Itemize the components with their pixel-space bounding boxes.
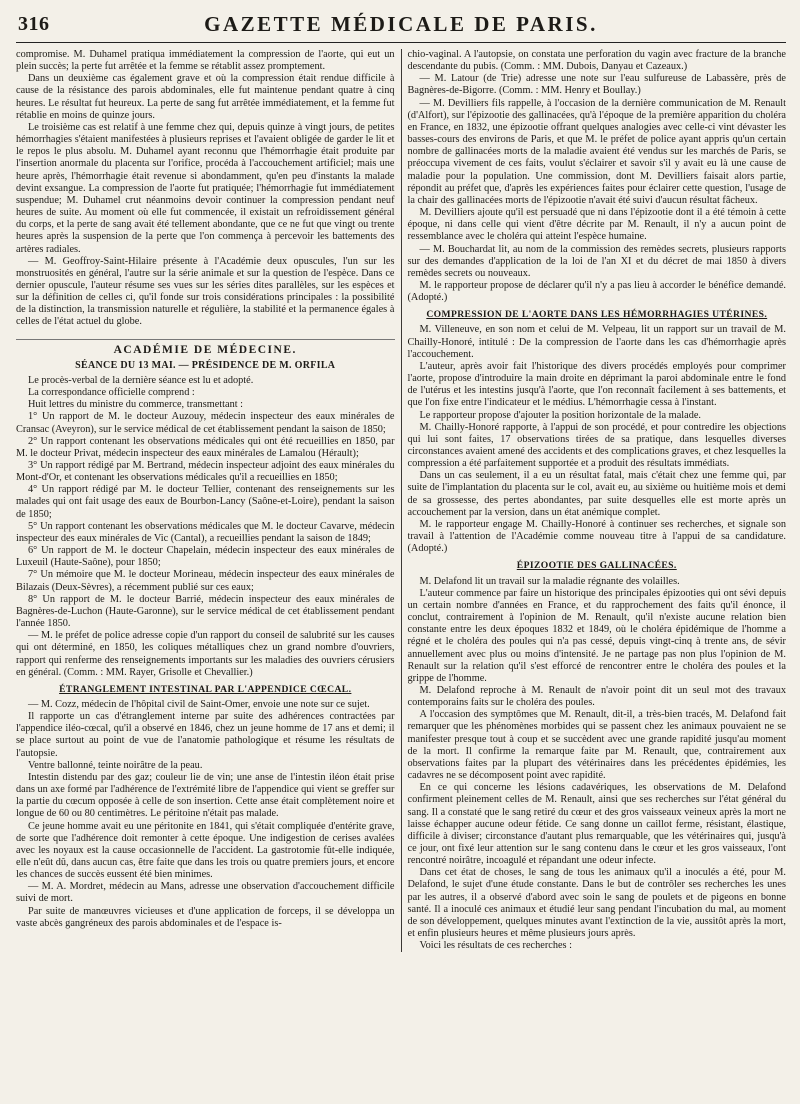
journal-title: GAZETTE MÉDICALE DE PARIS. bbox=[204, 12, 598, 36]
paragraph: — M. Devilliers fils rappelle, à l'occasion de la dernière communication de M. Renault (d'Alfort), sur l'épizootie des gallinacées, qu'à l'époque de la première apparition du choléra en France, en 1832, une épizootie offrant quelques analogies avec celle-ci vint dévaster les basses-cours des environs de Paris, et que M. le préfet de police ayant appris qu'un certain nombre de gallinacées morts de la maladie avaient été vendus sur les marchés de Paris, se préoccupa vivement de ces faits, voulut s'éclairer et savoir s'il y avait eu là une cause de maladie pour la population. Une commission, dont M. Devilliers faisait alors partie, répondit au préfet que, d'après les expériences faites pour éclairer cette question, l'usage de la chair des gallinacées morts de l'épizootie n'avait été suivi d'aucun résultat fâcheux. bbox=[407, 97, 786, 206]
paragraph: L'auteur, après avoir fait l'historique des divers procédés employés pour comprimer l'aorte, propose d'introduire la main droite en déprimant la paroi abdominale entre le fond de l'utérus et les intestins jusqu'à l'aorte, que l'on reconnaît facilement à ses battements, et que l'on fixe entre l'indicateur et le médius. L'hémorrhagie cessa à l'instant. bbox=[407, 360, 786, 409]
article-columns bbox=[16, 49, 786, 952]
paragraph: M. le rapporteur engage M. Chailly-Honoré à continuer ses recherches, et signale son travail à l'attention de l'Académie comme nouveau titre à l'appui de sa candidature. (Adopté.) bbox=[407, 518, 786, 555]
paragraph: — M. Bouchardat lit, au nom de la commission des remèdes secrets, plusieurs rapports sur des demandes d'application de la loi de l'an XI et du décret de mai 1850 à divers remèdes secrets ou nouveaux. bbox=[407, 243, 786, 279]
paragraph: Dans un deuxième cas également grave et où la compression était rendue difficile à cause de la résistance des parois abdominales, elle fut maintenue pendant quatre à cinq heures. Le résultat fut heureux. La perte de sang fut arrêtée immédiatement, et la femme fut rétablie en moins de quinze jours. bbox=[16, 73, 395, 121]
paragraph: Voici les résultats de ces recherches : bbox=[419, 940, 572, 952]
paragraph: M. Devilliers ajoute qu'il est persuadé que ni dans l'épizootie dont il a été témoin à cette époque, ni dans celle qui vient d'être décrite par M. Renault, il n'y a aucun point de ressemblance avec le choléra qui atteint l'espèce humaine. bbox=[407, 207, 786, 243]
subsection-heading: ÉPIZOOTIE DES GALLINACÉES. bbox=[516, 560, 677, 572]
list-item: 3° Un rapport rédigé par M. Bertrand, médecin inspecteur adjoint des eaux minérales du Mont-d'Or, et contenant les observations médicales qu'il a recueillies en 1850; bbox=[16, 460, 395, 484]
paragraph: M. Villeneuve, en son nom et celui de M. Velpeau, lit un rapport sur un travail de M. Chailly-Honoré, intitulé : De la compression de l'aorte dans les cas d'hémorrhagie après l'accouchement. bbox=[407, 324, 786, 360]
paragraph: M. Delafond reproche à M. Renault de n'avoir point dit un seul mot des travaux contemporains faits sur le choléra des poules. bbox=[407, 684, 786, 709]
page-number: 316 bbox=[18, 13, 50, 35]
list-item: 5° Un rapport contenant les observations médicales que M. le docteur Cavarve, médecin inspecteur des eaux minérales de Vic (Cantal), a recueillies pendant la saison de 1849; bbox=[16, 520, 395, 544]
right-column bbox=[408, 49, 787, 952]
paragraph: — M. Latour (de Trie) adresse une note sur l'eau sulfureuse de Labassère, près de Bagnères-de-Bigorre. (Comm. : MM. Henry et Boullay.) bbox=[407, 73, 786, 97]
subsection-heading: COMPRESSION DE L'AORTE DANS LES HÉMORRHAGIES UTÉRINES. bbox=[426, 309, 768, 321]
session-heading: SÉANCE DU 13 MAI. — PRÉSIDENCE DE M. ORFILA bbox=[75, 359, 336, 371]
list-item: 7° Un mémoire que M. le docteur Morineau, médecin inspecteur des eaux minérales de Bilazais (Deux-Sèvres), a récemment publié sur ces eaux; bbox=[16, 569, 395, 593]
paragraph: A l'occasion des symptômes que M. Renault, dit-il, a très-bien tracés, M. Delafond fait remarquer que les phénomènes morbides qui se passent chez les animaux pouvaient ne se manifester presque tout à coup et se succèdent avec une grande rapidité jusqu'au moment de la mort. Il confirme la remarque faite par M. Renault, que, contrairement aux observations faites par la plupart des vétérinaires dans les précédentes épidémies, les cadavres ne se décomposent point avec rapidité. bbox=[407, 709, 786, 782]
paragraph: M. Chailly-Honoré rapporte, à l'appui de son procédé, et pour contredire les objections qui lui sont faites, 17 observations tirées de sa pratique, dans lesquelles diverses circonstances avaient amené des accidents et des complications graves, et chez lesquelles la compression a été parfaitement supportée et a produit des résultats immédiats. bbox=[407, 421, 786, 470]
paragraph: Ce jeune homme avait eu une péritonite en 1841, qui s'était compliquée d'entérite grave, de sorte que l'adhérence doit remonter à cette époque. Une indigestion de cerises avalées avec les noyaux est la cause occasionnelle de l'accident. La gastrotomie fût-elle indiquée, elle n'eût dû, dans aucun cas, être faite que dans les trois ou quatre premiers jours, et encore les chances de succès eussent été bien minimes. bbox=[16, 820, 395, 881]
paragraph: Le procès-verbal de la dernière séance est lu et adopté. bbox=[28, 374, 254, 386]
paragraph: chio-vaginal. A l'autopsie, on constata une perforation du vagin avec fracture de la branche descendante du pubis. (Comm. : MM. Dubois, Danyau et Cazeaux.) bbox=[407, 49, 786, 73]
paragraph: L'auteur commence par faire un historique des principales épizooties qui ont sévi depuis un certain nombre d'années en France, et du rapprochement des faits qu'il énonce, il conclut, contrairement à l'opinion de M. Renault, qu'il n'existe aucune relation bien constante entre les deux époques 1832 et 1849, où le choléra épidémique de l'homme a régné et le choléra des poules qui n'a pas cessé, depuis vingt-cinq à trente ans, de sévir annuellement avec plus ou moins d'intensité. Je ne partage pas non plus l'opinion de M. Renault sur la relation qu'il s'est efforcé de rencontrer entre le choléra des poules et la grippe de l'homme. bbox=[407, 587, 786, 684]
paragraph: Dans cet état de choses, le sang de tous les animaux qu'il a inoculés a été, pour M. Delafond, le sujet d'une étude constante. Dans le but de contrôler ses recherches les unes par les autres, il a observé d'abord avec soin le sang de poulets et de pigeons en bonne santé. Il a inoculé ces animaux et étudié leur sang pendant l'incubation du mal, au moment de son développement, quelques minutes avant l'extinction de la vie, aussitôt après la mort, et enfin plusieurs heures et même plusieurs jours après. bbox=[407, 867, 786, 940]
paragraph: La correspondance officielle comprend : bbox=[28, 387, 195, 399]
paragraph: M. le rapporteur propose de déclarer qu'il n'y a pas lieu à accorder le bénéfice demandé. (Adopté.) bbox=[407, 279, 786, 304]
paragraph: Par suite de manœuvres vicieuses et d'une application de forceps, il se développa un vaste abcès gangréneux des parois abdominales et de l'espace is- bbox=[16, 905, 395, 929]
paragraph: Huit lettres du ministre du commerce, transmettant : bbox=[28, 399, 244, 411]
list-item: 2° Un rapport contenant les observations médicales qui ont été recueillies en 1850, par M. le docteur Privat, médecin inspecteur des eaux minérales de Lamalou (Hérault); bbox=[16, 435, 395, 459]
paragraph: Le troisième cas est relatif à une femme chez qui, depuis quinze à vingt jours, de petites hémorrhagies s'étaient manifestées à plusieurs reprises et l'avaient obligée de garder le lit et le repos le plus absolu. M. Duhamel ayant reconnu que l'hémorrhagie était produite par l'insertion anormale du placenta sur l'orifice, procéda à l'accouchement artificiel; mais une heure après, l'hémorrhagie était revenue si abondamment, qu'en peu d'instants la malade devint exsangue. La compression de l'aorte fut pratiquée; l'hémorrhagie fut immédiatement suspendue; M. Duhamel crut néanmoins devoir continuer la compression pendant neuf heures de suite. Au moment où elle fut commencée, il existait un refroidissement général du corps, et la perte de sang avait été tellement abondante, que ce ne fut que vingt ou trente heures après la suspension de la perte que l'on commença à percevoir les battements des artères radiales. bbox=[16, 121, 395, 255]
paragraph: Le rapporteur propose d'ajouter la position horizontale de la malade. bbox=[419, 409, 701, 421]
left-column bbox=[16, 49, 395, 952]
paragraph: — M. Cozz, médecin de l'hôpital civil de Saint-Omer, envoie une note sur ce sujet. bbox=[28, 698, 370, 710]
paragraph: — M. Geoffroy-Saint-Hilaire présente à l'Académie deux opuscules, l'un sur les monstruosités en général, l'autre sur la série animale et sur la question de l'espèce. Dans ce dernier opuscule, l'auteur résume ses vues sur les séries dites parallèles, sur les espèces et sur la définition de celles ci, qu'il fonde sur trois considérations principales : la possibilité de la distinction, la transmission naturelle et régulière, la stabilité et la permanence égales à celles de l'état actuel du globe. bbox=[16, 255, 395, 328]
subsection-heading: ÉTRANGLEMENT INTESTINAL PAR L'APPENDICE CŒCAL. bbox=[59, 683, 352, 695]
paragraph: Intestin distendu par des gaz; couleur lie de vin; une anse de l'intestin iléon était prise dans un axe formé par l'adhérence de l'extrémité libre de l'appendice qui vient se greffer sur la partie du cœcum opposée à celle de son insertion. Cette anse était complètement noire et longue de 60 ou 80 centimètres. Le péritoine n'était pas malade. bbox=[16, 771, 395, 820]
paragraph: Dans un cas seulement, il a eu un résultat fatal, mais c'était chez une femme qui, par suite de l'implantation du placenta sur le col, avait eu, au sixième ou huitième mois et demi de sa grossesse, des pertes abondantes, par suite desquelles elle est morte après un accouchement par la version, dans un état anémique complet. bbox=[407, 470, 786, 518]
page-header bbox=[16, 8, 786, 43]
list-item: 8° Un rapport de M. le docteur Barrié, médecin inspecteur des eaux minérales de Bagnères-de-Luchon (Haute-Garonne), sur le service médical de cet établissement pendant l'année 1850. bbox=[16, 593, 395, 630]
list-item: 4° Un rapport rédigé par M. le docteur Tellier, contenant des renseignements sur les malades qui ont fait usage des eaux de Bourbon-Lancy (Saône-et-Loire), pendant la saison de 1850; bbox=[16, 484, 395, 520]
list-item: 1° Un rapport de M. le docteur Auzouy, médecin inspecteur des eaux minérales de Cransac (Aveyron), sur le service médical de cet établissement pendant la saison de 1850; bbox=[16, 411, 395, 435]
paragraph: — M. le préfet de police adresse copie d'un rapport du conseil de salubrité sur les causes qui ont déterminé, en 1850, les coliques métalliques chez un grand nombre d'ouvriers, rapport qui renferme des renseignements importants sur les maladies des ouvriers cérusiers en général. (Comm. : MM. Rayer, Grisolle et Chevallier.) bbox=[16, 630, 395, 678]
paragraph: — M. A. Mordret, médecin au Mans, adresse une observation d'accouchement difficile suivi de mort. bbox=[16, 881, 395, 905]
paragraph: En ce qui concerne les lésions cadavériques, les observations de M. Delafond confirment pleinement celles de M. Renault, ainsi que ses recherches sur l'état général du sang. Il a constaté que le sang retiré du cœur et des gros vaisseaux veineux après la mort ne laisse échapper aucune odeur fétide. Ce sang donne un caillot ferme, résistant, élastique, difficile à diviser; circonstance d'autant plus remarquable, que les vétérinaires qui, jusqu'à ce jour, ont fixé leur attention sur le sang contenu dans le cœur et les gros vaisseaux, l'ont rencontré noirâtre, incoagulé et répandant une odeur infecte. bbox=[407, 782, 786, 867]
list-item: 6° Un rapport de M. le docteur Chapelain, médecin inspecteur des eaux minérales de Luxeuil (Haute-Saône), pour 1850; bbox=[16, 545, 395, 569]
paragraph: M. Delafond lit un travail sur la maladie régnante des volailles. bbox=[419, 575, 680, 587]
paragraph: Ventre ballonné, teinte noirâtre de la peau. bbox=[28, 759, 203, 771]
column-divider bbox=[401, 49, 402, 952]
paragraph: compromise. M. Duhamel pratiqua immédiatement la compression de l'aorte, qui eut un plein succès; la perte fut arrêtée et la femme se rétablit assez promptement. bbox=[16, 49, 395, 73]
paragraph: Il rapporte un cas d'étranglement interne par suite des adhérences contractées par l'appendice iléo-cœcal, qu'il a observé en 1846, chez un jeune homme de 17 ans et demi; il se place surtout au point de vue de l'anatomie pathologique et résume les résultats de l'autopsie. bbox=[16, 711, 395, 759]
section-heading: ACADÉMIE DE MÉDECINE. bbox=[16, 339, 395, 356]
